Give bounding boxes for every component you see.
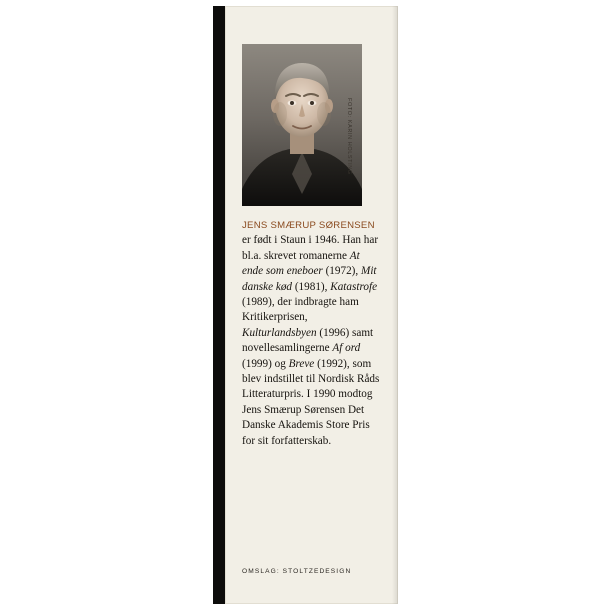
bio-part-3: (1981), — [292, 280, 331, 293]
book-title-5: Af ord — [332, 342, 361, 355]
book-title-3: Katastrofe — [330, 280, 378, 293]
author-portrait-image — [242, 44, 362, 206]
bio-part-4: (1989), der indbragte ham Kritikerprisen, — [242, 296, 359, 324]
author-biography-text — [242, 218, 382, 449]
book-spine-shadow — [213, 6, 225, 604]
bio-part-7: (1992), som blev indstillet til Nordisk Råds Litteraturpris. I 1990 modtog Jens Smærup Sørensen Det Danske Akademis Store Pris for sit forfatterskab. — [242, 357, 380, 447]
portrait-artwork — [242, 44, 362, 206]
bio-part-1: er født i Staun i 1946. Han har bl.a. skrevet romanerne — [242, 234, 379, 262]
colophon-credit: OMSLAG: STOLTZEDESIGN — [242, 568, 352, 575]
book-title-6: Breve — [288, 357, 315, 370]
bio-part-6: (1999) og — [242, 357, 289, 370]
book-title-2: Mit danske kød — [242, 265, 377, 293]
author-portrait — [242, 44, 362, 206]
photo-credit-label: FOTO: KARIN HOLSTING — [346, 98, 352, 175]
book-jacket-flap — [225, 6, 398, 604]
book-title-4: Kulturlandsbyen — [242, 326, 317, 339]
bio-part-2: (1972), — [322, 265, 361, 278]
author-name: JENS SMÆRUP SØRENSEN — [242, 220, 375, 231]
book-title-1: At ende som eneboer — [242, 249, 360, 278]
bio-part-5: (1996) samt novellesamlingerne — [242, 326, 374, 355]
